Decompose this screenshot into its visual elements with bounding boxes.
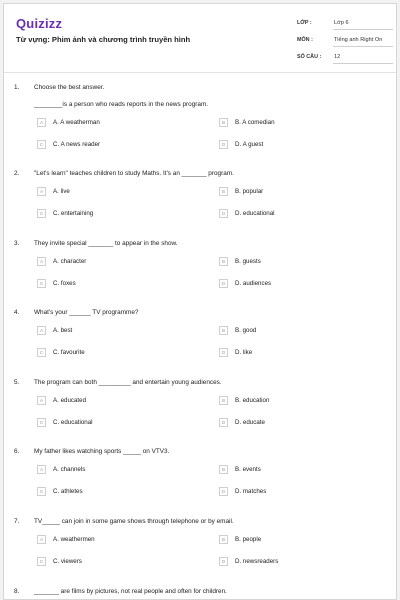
option-text: D. like bbox=[235, 349, 253, 357]
question-block bbox=[4, 80, 396, 166]
question-text: Choose the best answer. bbox=[34, 84, 105, 91]
question-text: TV_____ can join in some game shows through telephone or by email. bbox=[34, 517, 234, 525]
meta-underline bbox=[333, 46, 393, 47]
option-letter-box: C bbox=[37, 418, 46, 427]
question-list bbox=[4, 80, 396, 600]
option-text: C. A news reader bbox=[53, 141, 101, 148]
question-number: 2. bbox=[14, 170, 20, 177]
option-letter-box: A bbox=[37, 187, 46, 196]
option-text: A. live bbox=[53, 188, 70, 195]
option-letter-box: C bbox=[37, 209, 46, 218]
option-text: C. educational bbox=[53, 418, 93, 426]
option-letter-box: C bbox=[37, 557, 46, 566]
option-letter-box: C bbox=[37, 487, 46, 496]
option-letter-box: A bbox=[37, 118, 46, 127]
option-letter-box: D bbox=[219, 279, 228, 288]
option-text: A. A weatherman bbox=[53, 119, 100, 126]
question-text: What's your ______ TV programme? bbox=[34, 309, 139, 317]
question-text: They invite special _______ to appear in the show. bbox=[34, 239, 178, 247]
option-letter-box: A bbox=[37, 396, 46, 405]
option-text: A. best bbox=[53, 327, 73, 335]
option-letter-box: B bbox=[219, 535, 228, 544]
meta-label: SỐ CÂU : bbox=[297, 54, 322, 60]
option-text: B. A comedian bbox=[235, 119, 275, 126]
option-letter-box: B bbox=[219, 257, 228, 266]
meta-underline bbox=[333, 63, 393, 64]
option-letter-box: A bbox=[37, 535, 46, 544]
option-letter-box: A bbox=[37, 465, 46, 474]
option-text: A. channels bbox=[53, 466, 86, 474]
option-letter-box: D bbox=[219, 209, 228, 218]
question-number: 5. bbox=[14, 378, 20, 386]
option-letter-box: C bbox=[37, 279, 46, 288]
question-text-line2: ________is a person who reads reports in the news program. bbox=[34, 101, 209, 108]
meta-value: 12 bbox=[334, 54, 341, 60]
meta-value: Lớp 6 bbox=[334, 20, 349, 26]
question-block bbox=[4, 584, 396, 600]
question-number: 6. bbox=[14, 448, 20, 456]
meta-row-class bbox=[297, 18, 393, 35]
meta-label: LỚP : bbox=[297, 20, 312, 26]
worksheet-meta bbox=[297, 18, 393, 69]
option-letter-box: B bbox=[219, 396, 228, 405]
option-letter-box: B bbox=[219, 187, 228, 196]
option-text: B. good bbox=[235, 327, 257, 335]
quizizz-logo: Quizizz bbox=[16, 16, 63, 31]
meta-underline bbox=[333, 29, 393, 30]
option-text: C. entertaining bbox=[53, 210, 94, 217]
worksheet-header bbox=[4, 4, 396, 72]
question-number: 4. bbox=[14, 309, 20, 317]
question-text: My father likes watching sports _____ on VTV3. bbox=[34, 448, 170, 456]
option-letter-box: C bbox=[37, 140, 46, 149]
option-text: D. matches bbox=[235, 488, 267, 496]
option-text: D. educational bbox=[235, 210, 275, 217]
question-block bbox=[4, 375, 396, 445]
option-text: C. foxes bbox=[53, 279, 76, 287]
option-text: B. guests bbox=[235, 257, 261, 265]
option-letter-box: D bbox=[219, 418, 228, 427]
question-text: The program can both _________ and entertain young audiences. bbox=[34, 378, 222, 386]
question-number: 1. bbox=[14, 84, 20, 91]
option-letter-box: D bbox=[219, 140, 228, 149]
option-text: B. events bbox=[235, 466, 261, 474]
option-letter-box: D bbox=[219, 487, 228, 496]
question-number: 3. bbox=[14, 239, 20, 247]
option-text: A. educated bbox=[53, 396, 87, 404]
option-text: C. athletes bbox=[53, 488, 83, 496]
meta-label: MÔN : bbox=[297, 37, 313, 43]
question-block bbox=[4, 514, 396, 584]
option-letter-box: C bbox=[37, 348, 46, 357]
option-text: B. education bbox=[235, 396, 270, 404]
question-block bbox=[4, 236, 396, 306]
header-divider bbox=[4, 72, 396, 73]
option-text: D. A guest bbox=[235, 141, 264, 148]
option-letter-box: A bbox=[37, 326, 46, 335]
meta-row-subject bbox=[297, 35, 393, 52]
question-text: _______ are films by pictures, not real people and often for children. bbox=[34, 587, 227, 595]
option-text: D. newsreaders bbox=[235, 557, 279, 565]
worksheet-title: Từ vựng: Phim ảnh và chương trình truyền hình bbox=[16, 35, 191, 44]
question-text: "Let's learn" teaches children to study Maths. It's an _______ program. bbox=[34, 170, 234, 177]
question-block bbox=[4, 305, 396, 375]
option-text: A. weathermen bbox=[53, 535, 95, 543]
option-letter-box: A bbox=[37, 257, 46, 266]
worksheet-page bbox=[3, 3, 397, 600]
option-letter-box: B bbox=[219, 326, 228, 335]
option-text: D. audiences bbox=[235, 279, 272, 287]
option-letter-box: B bbox=[219, 465, 228, 474]
option-text: C. viewers bbox=[53, 557, 82, 565]
question-block bbox=[4, 444, 396, 514]
option-letter-box: B bbox=[219, 118, 228, 127]
question-number: 7. bbox=[14, 517, 20, 525]
option-text: B. popular bbox=[235, 188, 264, 195]
question-number: 8. bbox=[14, 587, 20, 595]
option-text: C. favourite bbox=[53, 349, 85, 357]
option-text: D. educate bbox=[235, 418, 265, 426]
meta-value: Tiếng anh Right On bbox=[334, 37, 383, 43]
option-letter-box: D bbox=[219, 557, 228, 566]
option-letter-box: D bbox=[219, 348, 228, 357]
option-text: B. people bbox=[235, 535, 262, 543]
question-block bbox=[4, 166, 396, 236]
option-text: A. character bbox=[53, 257, 87, 265]
meta-row-question-count bbox=[297, 52, 393, 69]
